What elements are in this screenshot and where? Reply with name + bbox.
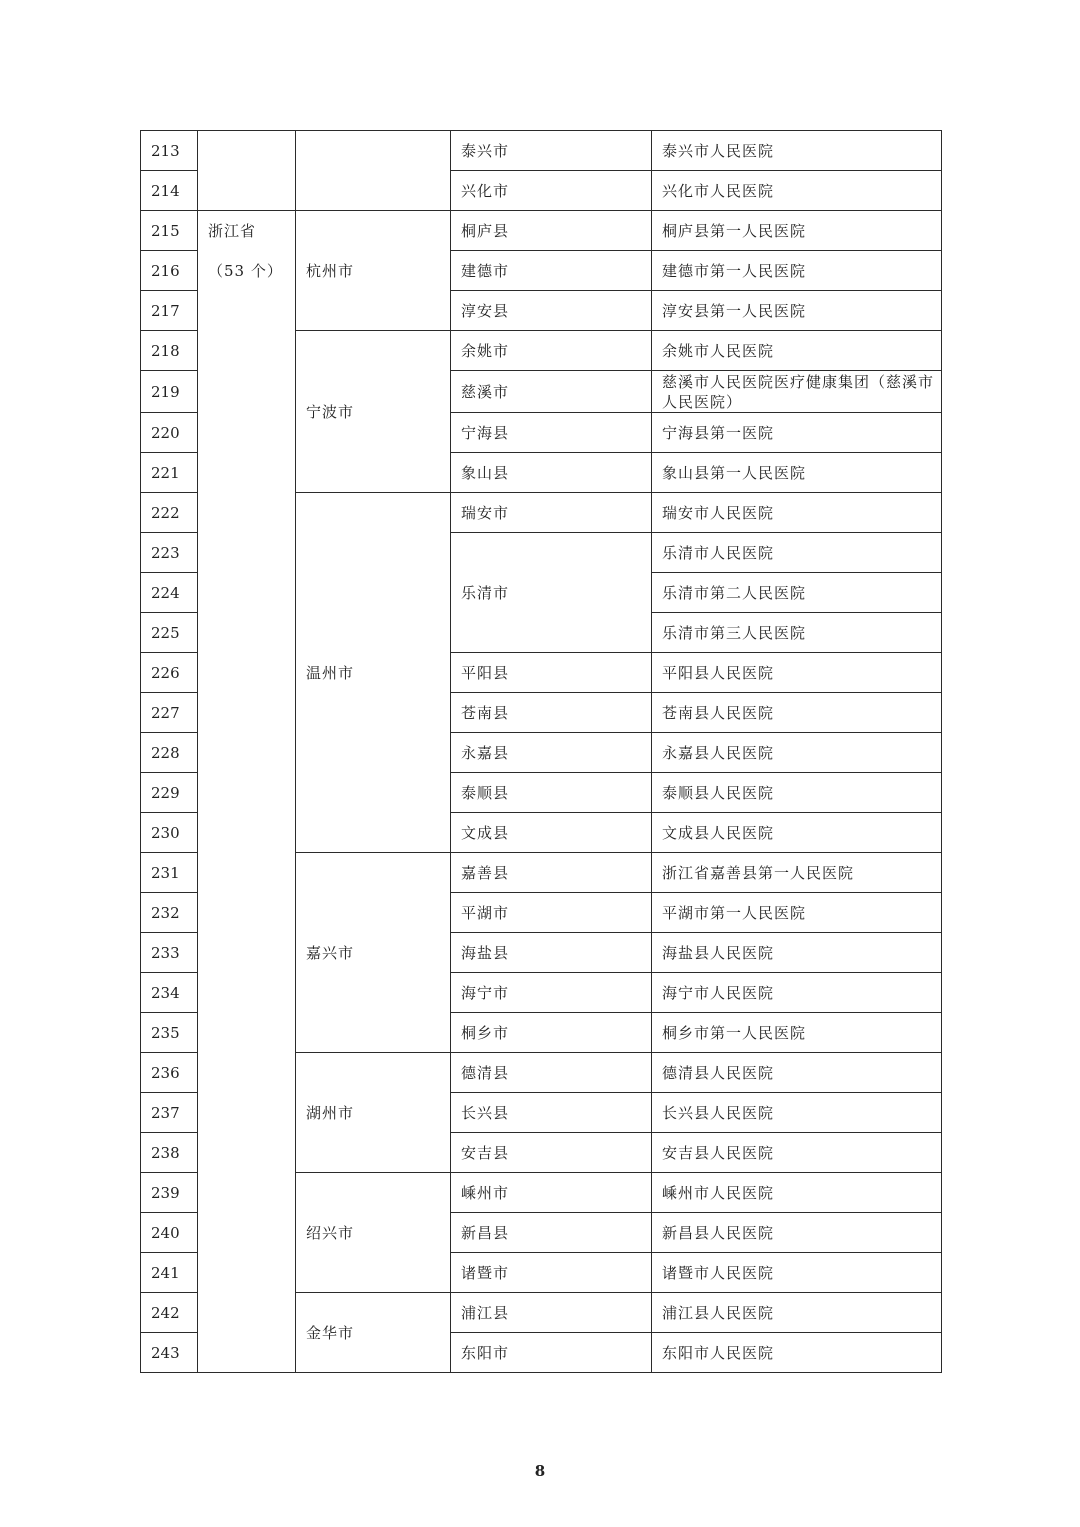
row-number: 214: [141, 171, 198, 211]
city-cell: 金华市: [296, 1293, 451, 1373]
county-cell: 新昌县: [451, 1213, 652, 1253]
hospital-list-table: [140, 130, 942, 1373]
hospital-cell: 文成县人民医院: [652, 813, 942, 853]
city-cell: 杭州市: [296, 211, 451, 331]
row-number: 240: [141, 1213, 198, 1253]
hospital-cell: 桐乡市第一人民医院: [652, 1013, 942, 1053]
province-count: （53 个）: [208, 262, 283, 280]
county-cell: 苍南县: [451, 693, 652, 733]
row-number: 226: [141, 653, 198, 693]
county-cell: 永嘉县: [451, 733, 652, 773]
row-number: 217: [141, 291, 198, 331]
row-number: 218: [141, 331, 198, 371]
county-cell: 淳安县: [451, 291, 652, 331]
county-cell: 文成县: [451, 813, 652, 853]
row-number: 231: [141, 853, 198, 893]
hospital-cell: 象山县第一人民医院: [652, 453, 942, 493]
row-number: 243: [141, 1333, 198, 1373]
hospital-cell: 建德市第一人民医院: [652, 251, 942, 291]
county-cell: 浦江县: [451, 1293, 652, 1333]
hospital-cell: 淳安县第一人民医院: [652, 291, 942, 331]
county-cell: 嘉善县: [451, 853, 652, 893]
county-cell: 海盐县: [451, 933, 652, 973]
row-number: 227: [141, 693, 198, 733]
row-number: 230: [141, 813, 198, 853]
hospital-cell: 海盐县人民医院: [652, 933, 942, 973]
county-cell: 建德市: [451, 251, 652, 291]
province-cell: [198, 211, 296, 1373]
hospital-cell: 平湖市第一人民医院: [652, 893, 942, 933]
row-number: 223: [141, 533, 198, 573]
hospital-cell: 诸暨市人民医院: [652, 1253, 942, 1293]
county-cell: 桐庐县: [451, 211, 652, 251]
county-cell: 象山县: [451, 453, 652, 493]
row-number: 237: [141, 1093, 198, 1133]
table-body: [141, 131, 942, 1373]
hospital-cell: 泰顺县人民医院: [652, 773, 942, 813]
city-cell: 绍兴市: [296, 1173, 451, 1293]
row-number: 228: [141, 733, 198, 773]
hospital-cell: 浙江省嘉善县第一人民医院: [652, 853, 942, 893]
row-number: 216: [141, 251, 198, 291]
city-cell: 湖州市: [296, 1053, 451, 1173]
row-number: 219: [141, 371, 198, 413]
hospital-cell: 浦江县人民医院: [652, 1293, 942, 1333]
row-number: 221: [141, 453, 198, 493]
county-cell: 平阳县: [451, 653, 652, 693]
county-cell: 安吉县: [451, 1133, 652, 1173]
county-cell: 兴化市: [451, 171, 652, 211]
city-cell: 宁波市: [296, 331, 451, 493]
hospital-cell: 海宁市人民医院: [652, 973, 942, 1013]
row-number: 224: [141, 573, 198, 613]
row-number: 242: [141, 1293, 198, 1333]
row-number: 225: [141, 613, 198, 653]
county-cell: 瑞安市: [451, 493, 652, 533]
row-number: 241: [141, 1253, 198, 1293]
row-number: 215: [141, 211, 198, 251]
hospital-cell: 乐清市第三人民医院: [652, 613, 942, 653]
city-cell: [296, 131, 451, 211]
city-cell: 嘉兴市: [296, 853, 451, 1053]
row-number: 235: [141, 1013, 198, 1053]
table-row: [141, 211, 942, 251]
city-cell: 温州市: [296, 493, 451, 853]
hospital-cell: 泰兴市人民医院: [652, 131, 942, 171]
hospital-cell: 苍南县人民医院: [652, 693, 942, 733]
province-cell-blank: [198, 131, 296, 211]
county-cell: 嵊州市: [451, 1173, 652, 1213]
county-cell: 泰顺县: [451, 773, 652, 813]
hospital-cell: 永嘉县人民医院: [652, 733, 942, 773]
hospital-cell: 长兴县人民医院: [652, 1093, 942, 1133]
county-cell: 宁海县: [451, 413, 652, 453]
hospital-cell: 平阳县人民医院: [652, 653, 942, 693]
hospital-cell: 慈溪市人民医院医疗健康集团（慈溪市人民医院）: [652, 371, 942, 413]
province-name: 浙江省: [208, 222, 257, 240]
row-number: 220: [141, 413, 198, 453]
hospital-cell: 东阳市人民医院: [652, 1333, 942, 1373]
hospital-cell: 余姚市人民医院: [652, 331, 942, 371]
row-number: 238: [141, 1133, 198, 1173]
hospital-cell: 兴化市人民医院: [652, 171, 942, 211]
hospital-cell: 乐清市第二人民医院: [652, 573, 942, 613]
hospital-cell: 德清县人民医院: [652, 1053, 942, 1093]
county-cell: 东阳市: [451, 1333, 652, 1373]
county-cell: 平湖市: [451, 893, 652, 933]
row-number: 239: [141, 1173, 198, 1213]
county-cell: 德清县: [451, 1053, 652, 1093]
row-number: 229: [141, 773, 198, 813]
row-number: 233: [141, 933, 198, 973]
row-number: 236: [141, 1053, 198, 1093]
hospital-cell: 安吉县人民医院: [652, 1133, 942, 1173]
hospital-cell: 嵊州市人民医院: [652, 1173, 942, 1213]
row-number: 234: [141, 973, 198, 1013]
county-cell: 长兴县: [451, 1093, 652, 1133]
row-number: 213: [141, 131, 198, 171]
county-cell: 诸暨市: [451, 1253, 652, 1293]
page-number: 8: [534, 1462, 546, 1480]
row-number: 232: [141, 893, 198, 933]
hospital-cell: 瑞安市人民医院: [652, 493, 942, 533]
table-row: [141, 131, 942, 171]
county-cell: 海宁市: [451, 973, 652, 1013]
hospital-cell: 桐庐县第一人民医院: [652, 211, 942, 251]
county-cell: 泰兴市: [451, 131, 652, 171]
county-cell: 余姚市: [451, 331, 652, 371]
county-cell: 乐清市: [451, 533, 652, 653]
county-cell: 桐乡市: [451, 1013, 652, 1053]
hospital-cell: 乐清市人民医院: [652, 533, 942, 573]
hospital-cell: 宁海县第一医院: [652, 413, 942, 453]
county-cell: 慈溪市: [451, 371, 652, 413]
row-number: 222: [141, 493, 198, 533]
hospital-cell: 新昌县人民医院: [652, 1213, 942, 1253]
